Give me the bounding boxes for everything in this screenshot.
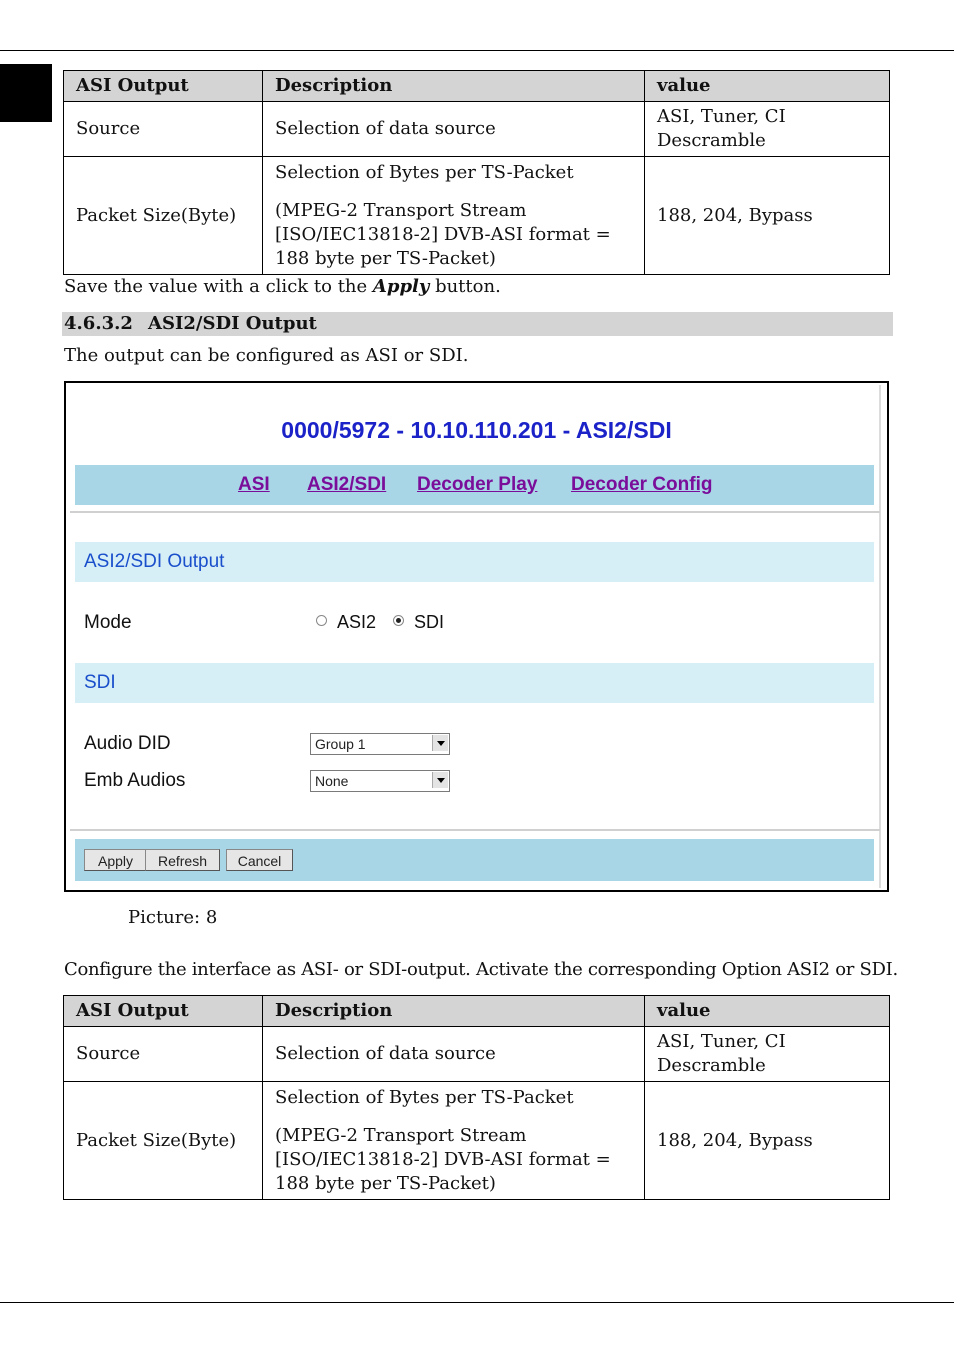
divider xyxy=(70,511,880,513)
radio-sdi-label: SDI xyxy=(414,612,445,632)
asi-output-table-2 xyxy=(63,995,890,1200)
apply-button[interactable]: Apply xyxy=(84,849,147,871)
row-name: Source xyxy=(64,1027,263,1082)
header-value: value xyxy=(645,996,890,1027)
configure-text: Configure the interface as ASI- or SDI-output. Activate the corresponding Option ASI2 or SDI. xyxy=(64,959,898,980)
row-description: Selection of data source xyxy=(263,1027,645,1082)
header-asi-output: ASI Output xyxy=(64,996,263,1027)
table-row xyxy=(64,102,890,157)
radio-asi2-label: ASI2 xyxy=(337,612,377,632)
device-title: 0000/5972 - 10.10.110.201 - ASI2/SDI xyxy=(281,417,672,443)
radio-asi2[interactable] xyxy=(316,615,327,626)
row-description: Selection of data source xyxy=(263,102,645,157)
chevron-down-icon xyxy=(432,772,448,788)
table-header-row xyxy=(64,71,890,102)
page-tab-marker xyxy=(0,64,52,122)
button-bar xyxy=(75,839,874,881)
band-title: ASI2/SDI Output xyxy=(84,551,225,572)
row-name: Packet Size(Byte) xyxy=(64,157,263,275)
row-value: ASI, Tuner, CI Descramble xyxy=(645,1027,890,1082)
top-rule xyxy=(0,50,954,51)
intro-text: The output can be configured as ASI or SDI. xyxy=(64,345,469,366)
asi2-sdi-screenshot xyxy=(64,381,889,892)
mode-radio-group xyxy=(316,612,444,633)
save-note: Save the value with a click to the Apply button. xyxy=(64,276,501,297)
refresh-button[interactable]: Refresh xyxy=(145,849,220,871)
header-asi-output: ASI Output xyxy=(64,71,263,102)
band-title: SDI xyxy=(84,672,116,693)
table-row xyxy=(64,1082,890,1200)
table-row xyxy=(64,1027,890,1082)
row-value: 188, 204, Bypass xyxy=(645,157,890,275)
sdi-band xyxy=(75,663,874,703)
nav-link-decoder-play[interactable]: Decoder Play xyxy=(417,474,538,495)
bottom-rule xyxy=(0,1302,954,1303)
row-name: Packet Size(Byte) xyxy=(64,1082,263,1200)
header-description: Description xyxy=(263,71,645,102)
nav-link-decoder-config[interactable]: Decoder Config xyxy=(571,474,713,495)
table-header-row xyxy=(64,996,890,1027)
row-value: ASI, Tuner, CI Descramble xyxy=(645,102,890,157)
picture-caption: Picture: 8 xyxy=(128,907,218,928)
audio-did-label: Audio DID xyxy=(84,733,171,754)
header-description: Description xyxy=(263,996,645,1027)
radio-sdi[interactable] xyxy=(393,615,404,626)
nav-link-asi2-sdi[interactable]: ASI2/SDI xyxy=(307,474,387,495)
chevron-down-icon xyxy=(432,735,448,751)
section-number: 4.6.3.2 xyxy=(64,313,133,334)
asi-output-table-1 xyxy=(63,70,890,275)
asi2-sdi-output-band xyxy=(75,542,874,582)
section-heading xyxy=(62,312,893,336)
table-row xyxy=(64,157,890,275)
nav-link-asi[interactable]: ASI xyxy=(238,474,270,495)
cancel-button[interactable]: Cancel xyxy=(226,849,293,871)
nav-bar xyxy=(75,465,874,505)
emb-audios-label: Emb Audios xyxy=(84,770,186,791)
section-title: ASI2/SDI Output xyxy=(148,313,317,334)
audio-did-select[interactable]: Group 1 xyxy=(310,733,450,755)
mode-label: Mode xyxy=(84,612,132,633)
row-description: Selection of Bytes per TS-Packet (MPEG-2 Transport Stream [ISO/IEC13818-2] DVB-ASI format = 188 byte per TS-Packet) xyxy=(263,1082,645,1200)
row-value: 188, 204, Bypass xyxy=(645,1082,890,1200)
header-value: value xyxy=(645,71,890,102)
row-description: Selection of Bytes per TS-Packet (MPEG-2 Transport Stream [ISO/IEC13818-2] DVB-ASI format = 188 byte per TS-Packet) xyxy=(263,157,645,275)
row-name: Source xyxy=(64,102,263,157)
frame-edge xyxy=(879,385,881,888)
emb-audios-select[interactable]: None xyxy=(310,770,450,792)
divider xyxy=(70,829,880,831)
